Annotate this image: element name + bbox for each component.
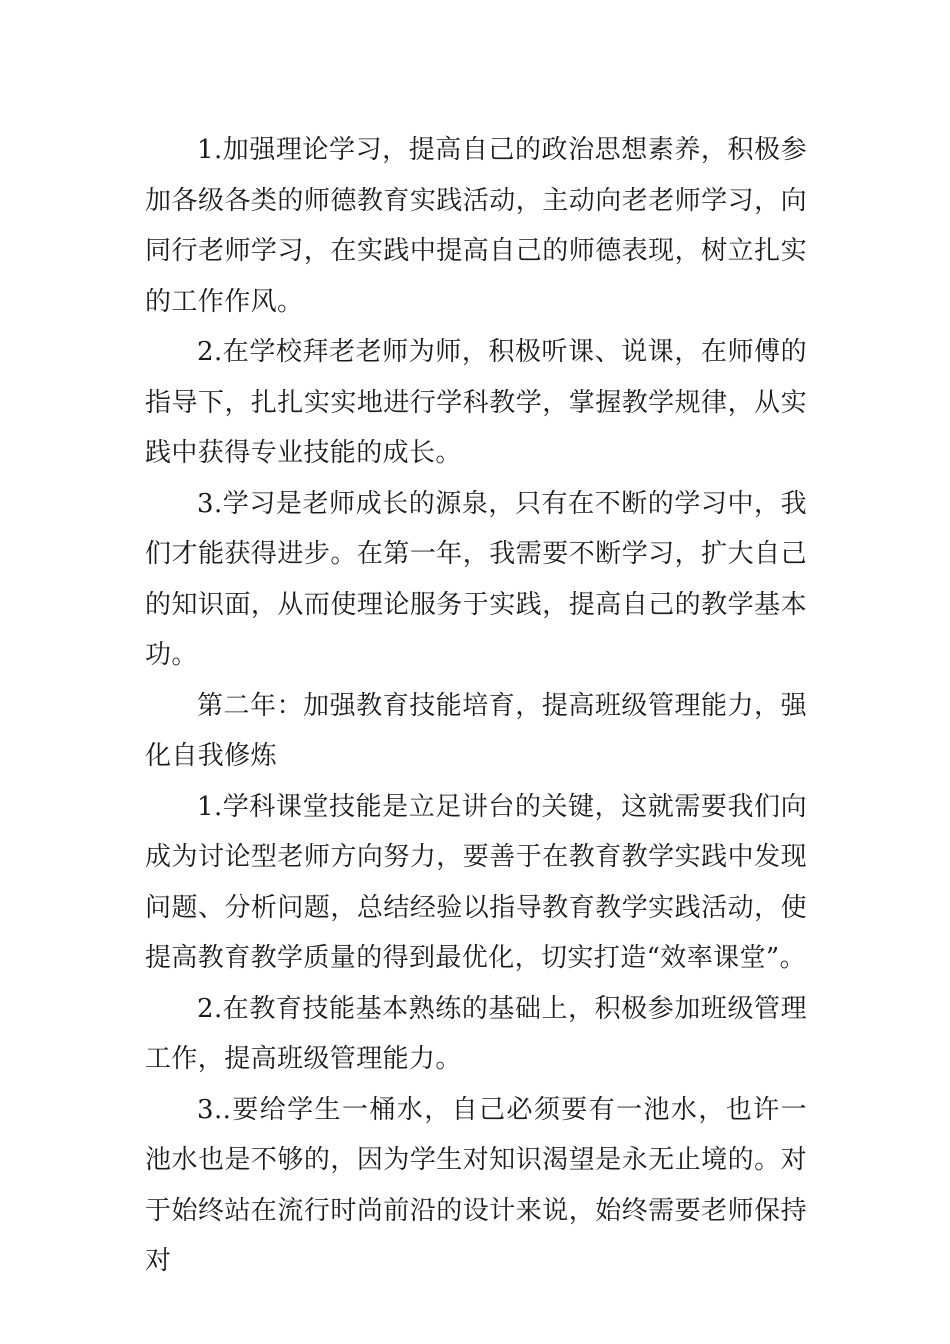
section-heading-year-two: 第二年：加强教育技能培育，提高班级管理能力，强化自我修炼 [145, 690, 807, 771]
paragraph-4: 1.学科课堂技能是立足讲台的关键，这就需要我们向成为讨论型老师方向努力，要善于在教育教学实践中发现问题、分析问题，总结经验以指导教育教学实践活动，使提高教育教学质量的得到最优化，切实打造“效率课堂”。 [145, 791, 807, 973]
paragraph-6: 3..要给学生一桶水，自己必须要有一池水，也许一池水也是不够的，因为学生对知识渴望是永无止境的。对于始终站在流行时尚前沿的设计来说，始终需要老师保持对 [145, 1094, 807, 1276]
paragraph-2: 2.在学校拜老老师为师，积极听课、说课，在师傅的指导下，扎扎实实地进行学科教学，掌握教学规律，从实践中获得专业技能的成长。 [145, 337, 807, 468]
paragraph-1: 1.加强理论学习，提高自己的政治思想素养，积极参加各级各类的师德教育实践活动，主动向老老师学习，向同行老师学习，在实践中提高自己的师德表现，树立扎实的工作作风。 [145, 135, 807, 317]
paragraph-3: 3.学习是老师成长的源泉，只有在不断的学习中，我们才能获得进步。在第一年，我需要不断学习，扩大自己的知识面，从而使理论服务于实践，提高自己的教学基本功。 [145, 488, 807, 670]
paragraph-5: 2.在教育技能基本熟练的基础上，积极参加班级管理工作，提高班级管理能力。 [145, 993, 807, 1074]
document-body [145, 125, 807, 1287]
